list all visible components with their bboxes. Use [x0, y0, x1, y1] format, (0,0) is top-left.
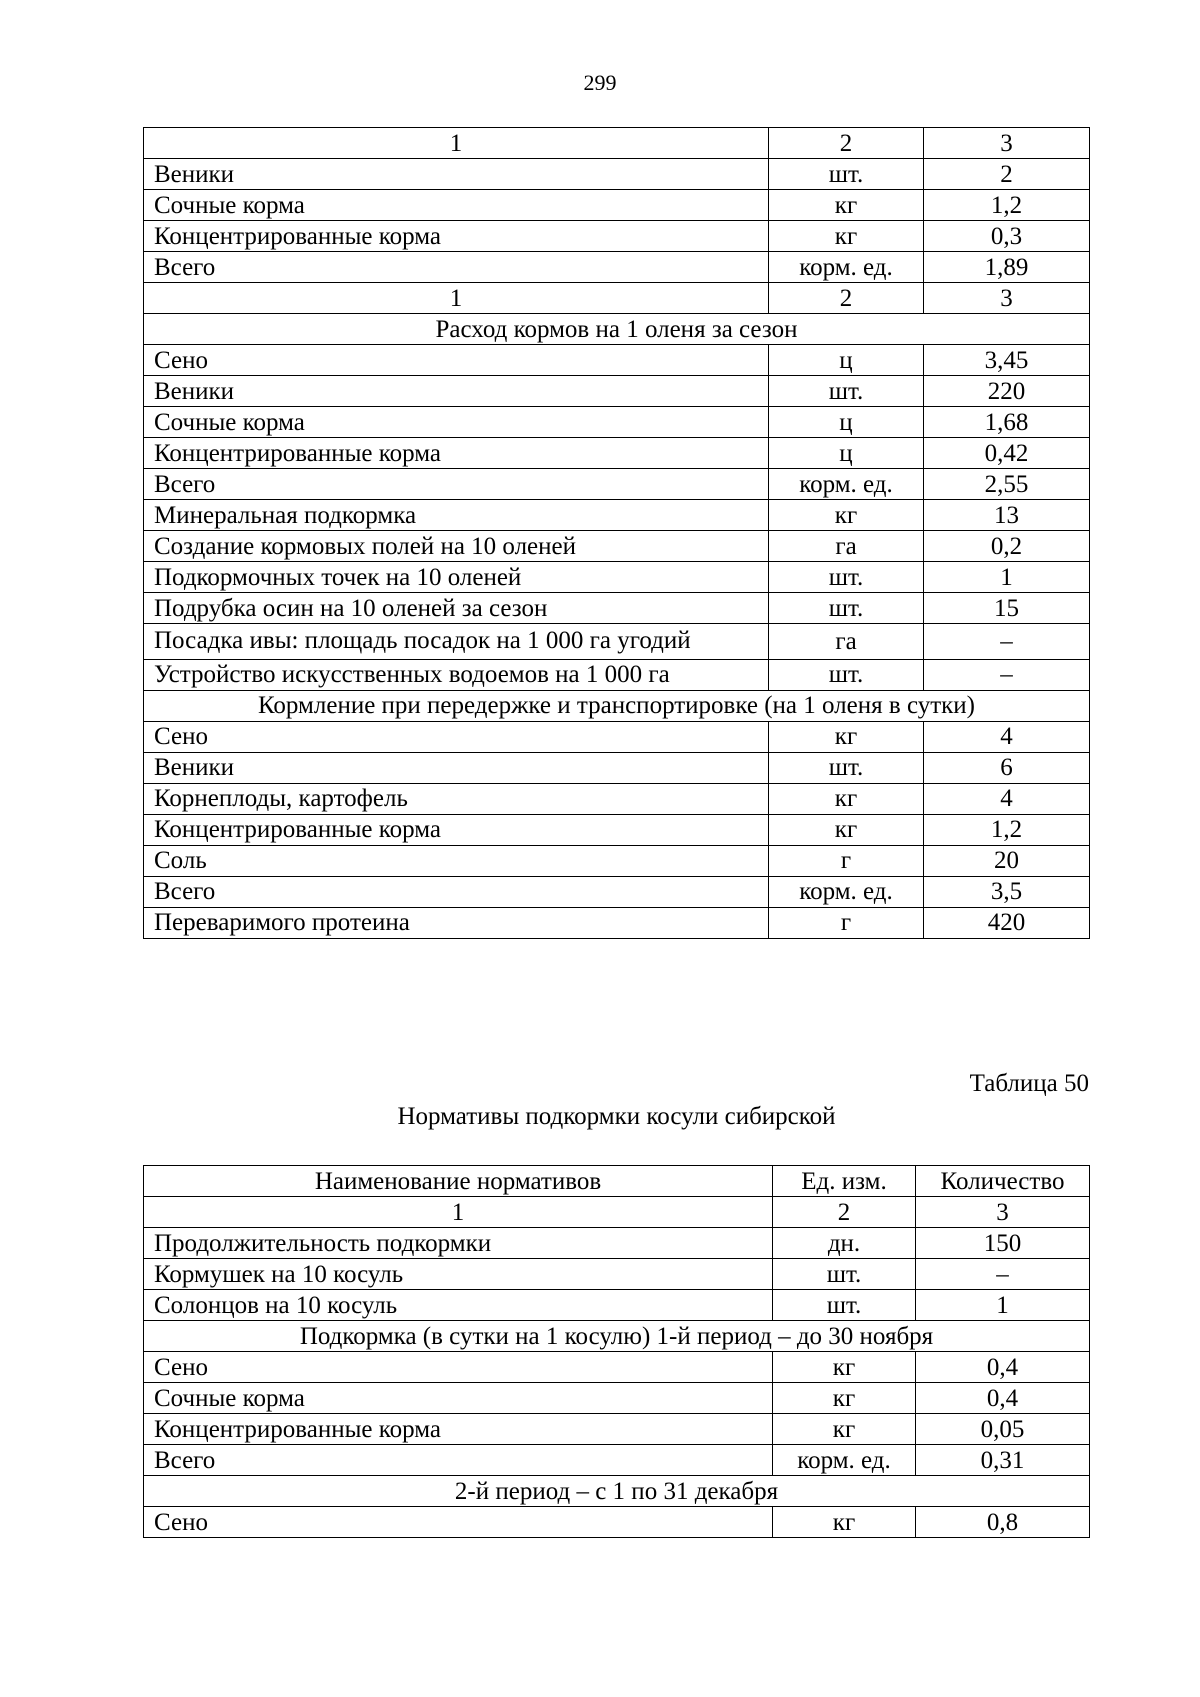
value-cell: 3: [916, 1197, 1090, 1228]
value-cell: –: [924, 659, 1090, 690]
name-cell: Наименование нормативов: [144, 1166, 773, 1197]
unit-cell: корм. ед.: [769, 469, 924, 500]
name-cell: Всего: [144, 469, 769, 500]
value-cell: 0,2: [924, 531, 1090, 562]
table-row: [144, 845, 1090, 876]
table-row: [144, 438, 1090, 469]
table-row: [144, 593, 1090, 624]
section-heading: 2-й период – с 1 по 31 декабря: [144, 1476, 1090, 1507]
table-row: [144, 500, 1090, 531]
name-cell: Сено: [144, 721, 769, 752]
value-cell: 2: [924, 159, 1090, 190]
header-row: [144, 1166, 1090, 1197]
column-index-row: [144, 1197, 1090, 1228]
name-cell: Солонцов на 10 косуль: [144, 1290, 773, 1321]
unit-cell: дн.: [773, 1228, 916, 1259]
table-row: [144, 876, 1090, 907]
unit-cell: г: [769, 907, 924, 938]
name-cell: Соль: [144, 845, 769, 876]
section-heading: Кормление при передержке и транспортировке (на 1 оленя в сутки): [144, 690, 1090, 721]
value-cell: 0,05: [916, 1414, 1090, 1445]
unit-cell: корм. ед.: [773, 1445, 916, 1476]
unit-cell: шт.: [769, 659, 924, 690]
value-cell: –: [924, 624, 1090, 660]
section-heading: Подкормка (в сутки на 1 косулю) 1-й период – до 30 ноября: [144, 1321, 1090, 1352]
name-cell: Всего: [144, 876, 769, 907]
table-row: [144, 1414, 1090, 1445]
value-cell: Количество: [916, 1166, 1090, 1197]
table-row: [144, 783, 1090, 814]
table-row: [144, 659, 1090, 690]
unit-cell: ц: [769, 407, 924, 438]
name-cell: Переваримого протеина: [144, 907, 769, 938]
table-title: Нормативы подкормки косули сибирской: [397, 1103, 836, 1130]
name-cell: Сено: [144, 345, 769, 376]
unit-cell: 2: [769, 128, 924, 159]
name-cell: Сено: [144, 1507, 773, 1538]
column-index-row: [144, 128, 1090, 159]
unit-cell: шт.: [773, 1259, 916, 1290]
unit-cell: кг: [769, 190, 924, 221]
table-row: [144, 1445, 1090, 1476]
section-row: [144, 314, 1090, 345]
value-cell: 150: [916, 1228, 1090, 1259]
name-cell: Сочные корма: [144, 1383, 773, 1414]
name-cell: Концентрированные корма: [144, 221, 769, 252]
table-row: [144, 562, 1090, 593]
table-row: [144, 1507, 1090, 1538]
name-cell: Концентрированные корма: [144, 438, 769, 469]
value-cell: 3: [924, 128, 1090, 159]
value-cell: 4: [924, 783, 1090, 814]
table-row: [144, 1352, 1090, 1383]
unit-cell: шт.: [773, 1290, 916, 1321]
table-row: [144, 190, 1090, 221]
unit-cell: 2: [773, 1197, 916, 1228]
table-row: [144, 159, 1090, 190]
name-cell: Продолжительность подкормки: [144, 1228, 773, 1259]
name-cell: Создание кормовых полей на 10 оленей: [144, 531, 769, 562]
unit-cell: га: [769, 531, 924, 562]
value-cell: 1,68: [924, 407, 1090, 438]
name-cell: Корнеплоды, картофель: [144, 783, 769, 814]
table-row: [144, 221, 1090, 252]
roe-deer-feeding-table: [143, 1165, 1090, 1538]
table-row: [144, 1290, 1090, 1321]
section-heading: Расход кормов на 1 оленя за сезон: [144, 314, 1090, 345]
value-cell: 0,4: [916, 1352, 1090, 1383]
section-row: [144, 690, 1090, 721]
value-cell: 0,8: [916, 1507, 1090, 1538]
value-cell: 0,4: [916, 1383, 1090, 1414]
value-cell: 0,31: [916, 1445, 1090, 1476]
value-cell: 15: [924, 593, 1090, 624]
value-cell: 1,2: [924, 190, 1090, 221]
unit-cell: шт.: [769, 752, 924, 783]
unit-cell: кг: [769, 814, 924, 845]
name-cell: Всего: [144, 252, 769, 283]
unit-cell: шт.: [769, 159, 924, 190]
unit-cell: кг: [773, 1383, 916, 1414]
name-cell: Сочные корма: [144, 190, 769, 221]
table-row: [144, 752, 1090, 783]
name-cell: Минеральная подкормка: [144, 500, 769, 531]
name-cell: Концентрированные корма: [144, 1414, 773, 1445]
unit-cell: Ед. изм.: [773, 1166, 916, 1197]
table-row: [144, 1228, 1090, 1259]
unit-cell: ц: [769, 438, 924, 469]
name-cell: Всего: [144, 1445, 773, 1476]
value-cell: 3: [924, 283, 1090, 314]
table-number: Таблица 50: [969, 1070, 1089, 1097]
table-row: [144, 345, 1090, 376]
name-cell: Концентрированные корма: [144, 814, 769, 845]
value-cell: 4: [924, 721, 1090, 752]
name-cell: Веники: [144, 159, 769, 190]
table-row: [144, 1383, 1090, 1414]
value-cell: –: [916, 1259, 1090, 1290]
table-row: [144, 407, 1090, 438]
name-cell: Устройство искусственных водоемов на 1 000 га: [144, 659, 769, 690]
unit-cell: шт.: [769, 376, 924, 407]
value-cell: 420: [924, 907, 1090, 938]
unit-cell: корм. ед.: [769, 876, 924, 907]
name-cell: Сочные корма: [144, 407, 769, 438]
table-row: [144, 1259, 1090, 1290]
table-row: [144, 531, 1090, 562]
value-cell: 1: [924, 562, 1090, 593]
column-index-row: [144, 283, 1090, 314]
value-cell: 0,3: [924, 221, 1090, 252]
unit-cell: кг: [769, 221, 924, 252]
unit-cell: шт.: [769, 562, 924, 593]
value-cell: 20: [924, 845, 1090, 876]
value-cell: 1: [916, 1290, 1090, 1321]
value-cell: 0,42: [924, 438, 1090, 469]
value-cell: 3,45: [924, 345, 1090, 376]
value-cell: 6: [924, 752, 1090, 783]
unit-cell: кг: [773, 1507, 916, 1538]
name-cell: 1: [144, 1197, 773, 1228]
unit-cell: ц: [769, 345, 924, 376]
name-cell: Посадка ивы: площадь посадок на 1 000 га угодий: [144, 624, 769, 660]
table-row: [144, 376, 1090, 407]
value-cell: 220: [924, 376, 1090, 407]
unit-cell: кг: [769, 783, 924, 814]
value-cell: 2,55: [924, 469, 1090, 500]
table-row: [144, 252, 1090, 283]
section-row: [144, 1321, 1090, 1352]
table-row: [144, 814, 1090, 845]
unit-cell: шт.: [769, 593, 924, 624]
reindeer-feeding-table: [143, 127, 1090, 939]
name-cell: Веники: [144, 752, 769, 783]
page-number: 299: [583, 70, 617, 95]
table-row: [144, 907, 1090, 938]
unit-cell: 2: [769, 283, 924, 314]
unit-cell: кг: [769, 721, 924, 752]
table-row: [144, 624, 1090, 660]
unit-cell: кг: [769, 500, 924, 531]
name-cell: Подкормочных точек на 10 оленей: [144, 562, 769, 593]
name-cell: Кормушек на 10 косуль: [144, 1259, 773, 1290]
table-row: [144, 721, 1090, 752]
name-cell: 1: [144, 283, 769, 314]
value-cell: 1,2: [924, 814, 1090, 845]
section-row: [144, 1476, 1090, 1507]
unit-cell: кг: [773, 1352, 916, 1383]
value-cell: 1,89: [924, 252, 1090, 283]
value-cell: 13: [924, 500, 1090, 531]
table-row: [144, 469, 1090, 500]
unit-cell: кг: [773, 1414, 916, 1445]
unit-cell: корм. ед.: [769, 252, 924, 283]
name-cell: Веники: [144, 376, 769, 407]
name-cell: 1: [144, 128, 769, 159]
name-cell: Подрубка осин на 10 оленей за сезон: [144, 593, 769, 624]
value-cell: 3,5: [924, 876, 1090, 907]
unit-cell: га: [769, 624, 924, 660]
unit-cell: г: [769, 845, 924, 876]
name-cell: Сено: [144, 1352, 773, 1383]
